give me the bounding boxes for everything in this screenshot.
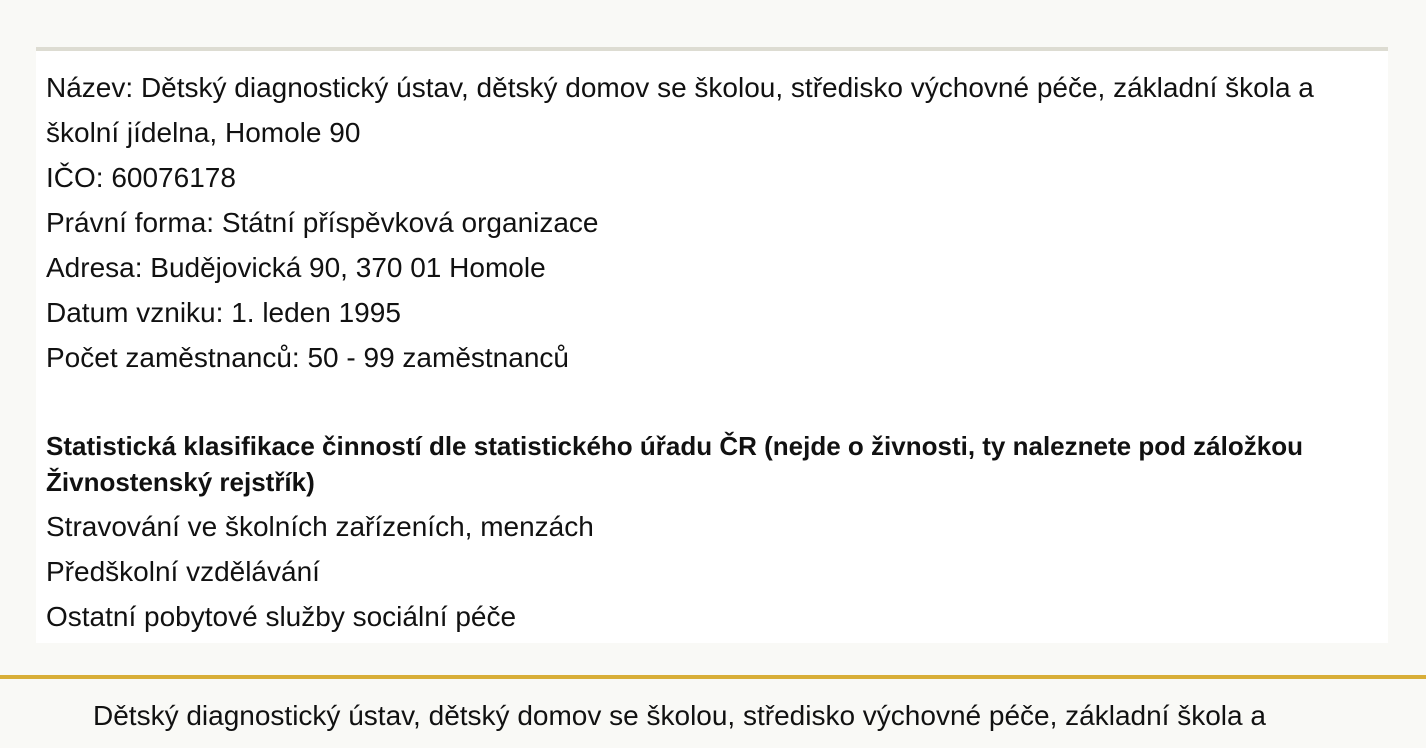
legal-form-row [46,200,1378,245]
footer-divider [0,675,1426,679]
ico-label: IČO: [46,162,104,193]
employees-label: Počet zaměstnanců: [46,342,300,373]
ico-value: 60076178 [111,162,236,193]
employees-value: 50 - 99 zaměstnanců [307,342,569,373]
footer-company-name: Dětský diagnostický ústav, dětský domov se školou, středisko výchovné péče, základní škola a [93,700,1266,731]
address-label: Adresa: [46,252,143,283]
legal-form-value: Státní příspěvková organizace [221,207,599,238]
company-info-card [36,51,1388,643]
address-row [46,245,1378,290]
classification-heading: Statistická klasifikace činností dle statistického úřadu ČR (nejde o živnosti, ty naleznete pod záložkou Živnostenský rejstřík) [46,431,1303,497]
activity-item: Ostatní pobytové služby sociální péče [46,601,517,632]
company-name-value: Dětský diagnostický ústav, dětský domov se školou, středisko výchovné péče, základní škola a školní jídelna, Homole 90 [46,72,1314,148]
ico-row [46,155,1378,200]
founded-value: 1. leden 1995 [231,297,401,328]
company-name-label: Název: [46,72,134,103]
founded-row [46,290,1378,335]
activity-item: Stravování ve školních zařízeních, menzách [46,511,594,542]
activity-item: Předškolní vzdělávání [46,556,320,587]
company-name-row [46,65,1378,155]
founded-label: Datum vzniku: [46,297,224,328]
employees-row [46,335,1378,380]
address-value: Budějovická 90, 370 01 Homole [150,252,546,283]
legal-form-label: Právní forma: [46,207,215,238]
section-spacer [46,380,1378,428]
